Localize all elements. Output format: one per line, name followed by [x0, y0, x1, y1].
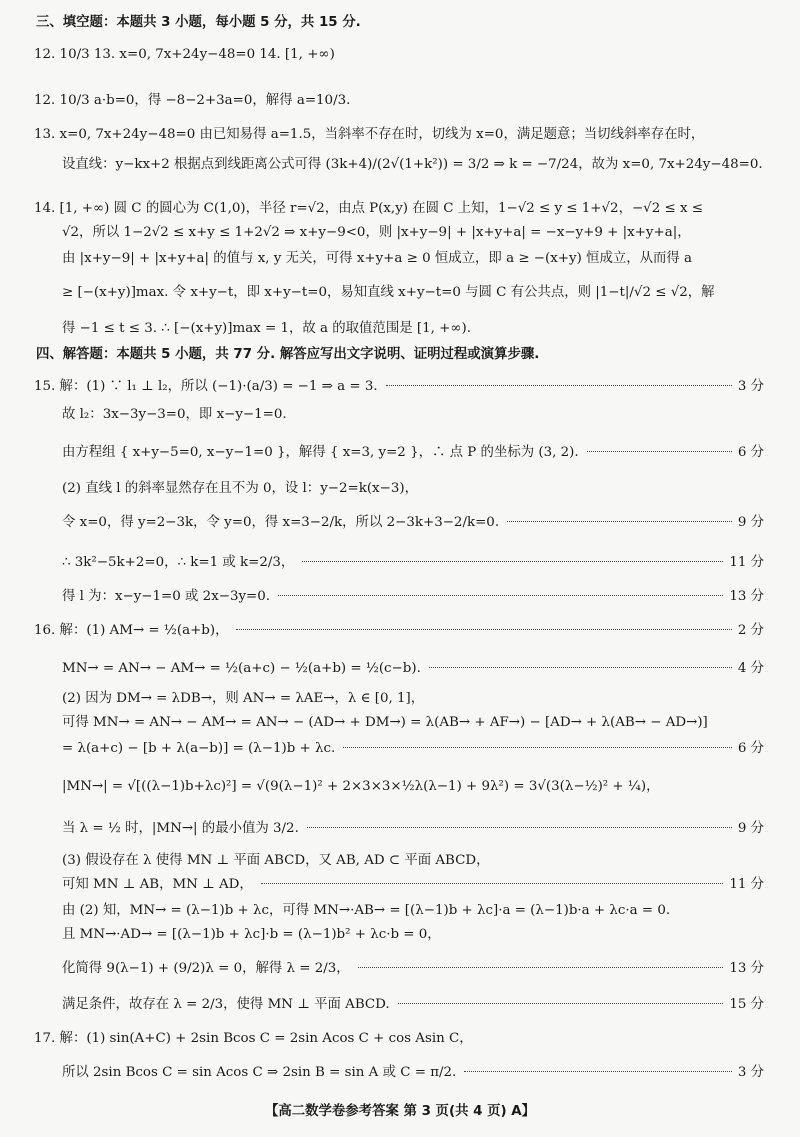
solution-line: |MN→| = √[((λ−1)b+λc)²] = √(9(λ−1)² + 2×3×3×½λ(λ−1) + 9λ²) = 3√(3(λ−½)² + ¼)， — [62, 779, 660, 794]
answer-line-7: 由 |x+y−9| + |x+y+a| 的值与 x, y 无关，可得 x+y+a ≥ 0 恒成立，即 a ≥ −(x+y) 恒成立，从而得 a — [62, 251, 693, 266]
solution-line: 由 (2) 知，MN→ = (λ−1)b + λc，可得 MN→·AB→ = [(λ−1)b + λc]·a = (λ−1)b·a + λc·a = 0. — [62, 903, 671, 918]
solution-line: 当 λ = ½ 时，|MN→| 的最小值为 3/2. 9 分 — [62, 821, 764, 836]
solution-line: 故 l₂：3x−3y−3=0，即 x−y−1=0. — [62, 407, 287, 422]
solution-line: (2) 因为 DM→ = λDB→，则 AN→ = λAE→，λ ∈ [0, 1]， — [62, 691, 425, 706]
section-title-fill-in: 三、填空题：本题共 3 小题，每小题 5 分，共 15 分. — [36, 15, 361, 30]
solution-line: 化简得 9(λ−1) + (9/2)λ = 0，解得 λ = 2/3， 13 分 — [62, 961, 764, 976]
page-footer: 【高二数学卷参考答案 第 3 页(共 4 页) A】 — [264, 1104, 536, 1119]
answer-line-8: ≥ [−(x+y)]max. 令 x+y−t，即 x+y−t=0，易知直线 x+y−t=0 与圆 C 有公共点，则 |1−t|/√2 ≤ √2，解 — [62, 285, 715, 300]
solution-line: (3) 假设存在 λ 使得 MN ⊥ 平面 ABCD，又 AB, AD ⊂ 平面 ABCD， — [62, 853, 490, 868]
answer-line-9: 得 −1 ≤ t ≤ 3. ∴ [−(x+y)]max = 1，故 a 的取值范围是 [1, +∞). — [62, 321, 471, 336]
solution-line: 得 l 为：x−y−1=0 或 2x−3y=0. 13 分 — [62, 589, 764, 604]
answer-line-2: 12. 10/3 a·b=0，得 −8−2+3a=0，解得 a=10/3. — [34, 93, 351, 108]
solution-line: 16. 解：(1) AM→ = ½(a+b)， 2 分 — [34, 623, 764, 638]
section-title-solutions: 四、解答题：本题共 5 小题，共 77 分. 解答应写出文字说明、证明过程或演算步骤. — [36, 347, 540, 362]
solution-line: 17. 解：(1) sin(A+C) + 2sin Bcos C = 2sin Acos C + cos Asin C， — [34, 1031, 473, 1046]
solution-line: 且 MN→·AD→ = [(λ−1)b + λc]·b = (λ−1)b² + λc·b = 0， — [62, 927, 441, 942]
answer-line-4: 设直线：y−kx+2 根据点到线距离公式可得 (3k+4)/(2√(1+k²)) = 3/2 ⇒ k = −7/24，故为 x=0, 7x+24y−48=0. — [62, 157, 763, 172]
answer-line-1: 12. 10/3 13. x=0, 7x+24y−48=0 14. [1, +∞) — [34, 47, 335, 62]
answer-line-6: √2，所以 1−2√2 ≤ x+y ≤ 1+2√2 ⇒ x+y−9<0，则 |x+y−9| + |x+y+a| = −x−y+9 + |x+y+a|， — [62, 225, 691, 240]
solution-line: = λ(a+c) − [b + λ(a−b)] = (λ−1)b + λc. 6 分 — [62, 741, 764, 756]
solution-line: 所以 2sin Bcos C = sin Acos C ⇒ 2sin B = sin A 或 C = π/2. 3 分 — [62, 1065, 764, 1080]
solution-line: 可得 MN→ = AN→ − AM→ = AN→ − (AD→ + DM→) = λ(AB→ + AF→) − [AD→ + λ(AB→ − AD→)] — [62, 715, 708, 730]
solution-line: 令 x=0，得 y=2−3k，令 y=0，得 x=3−2/k，所以 2−3k+3−2/k=0. 9 分 — [62, 515, 764, 530]
solution-line: 15. 解：(1) ∵ l₁ ⊥ l₂，所以 (−1)·(a/3) = −1 ⇒ a = 3. 3 分 — [34, 379, 764, 394]
answer-line-5: 14. [1, +∞) 圆 C 的圆心为 C(1,0)，半径 r=√2，由点 P(x,y) 在圆 C 上知，1−√2 ≤ y ≤ 1+√2，−√2 ≤ x ≤ — [34, 201, 703, 216]
solution-line: MN→ = AN→ − AM→ = ½(a+c) − ½(a+b) = ½(c−b). 4 分 — [62, 661, 764, 676]
solution-line: 由方程组 { x+y−5=0, x−y−1=0 }，解得 { x=3, y=2 }，∴ 点 P 的坐标为 (3, 2). 6 分 — [62, 445, 764, 460]
solution-line: ∴ 3k²−5k+2=0，∴ k=1 或 k=2/3， 11 分 — [62, 555, 764, 570]
solution-line: 可知 MN ⊥ AB，MN ⊥ AD， 11 分 — [62, 877, 764, 892]
solution-line: 满足条件，故存在 λ = 2/3，使得 MN ⊥ 平面 ABCD. 15 分 — [62, 997, 764, 1012]
answer-line-3: 13. x=0, 7x+24y−48=0 由已知易得 a=1.5，当斜率不存在时，切线为 x=0，满足题意；当切线斜率存在时， — [34, 127, 705, 142]
solution-line: (2) 直线 l 的斜率显然存在且不为 0，设 l：y−2=k(x−3)， — [62, 481, 418, 496]
